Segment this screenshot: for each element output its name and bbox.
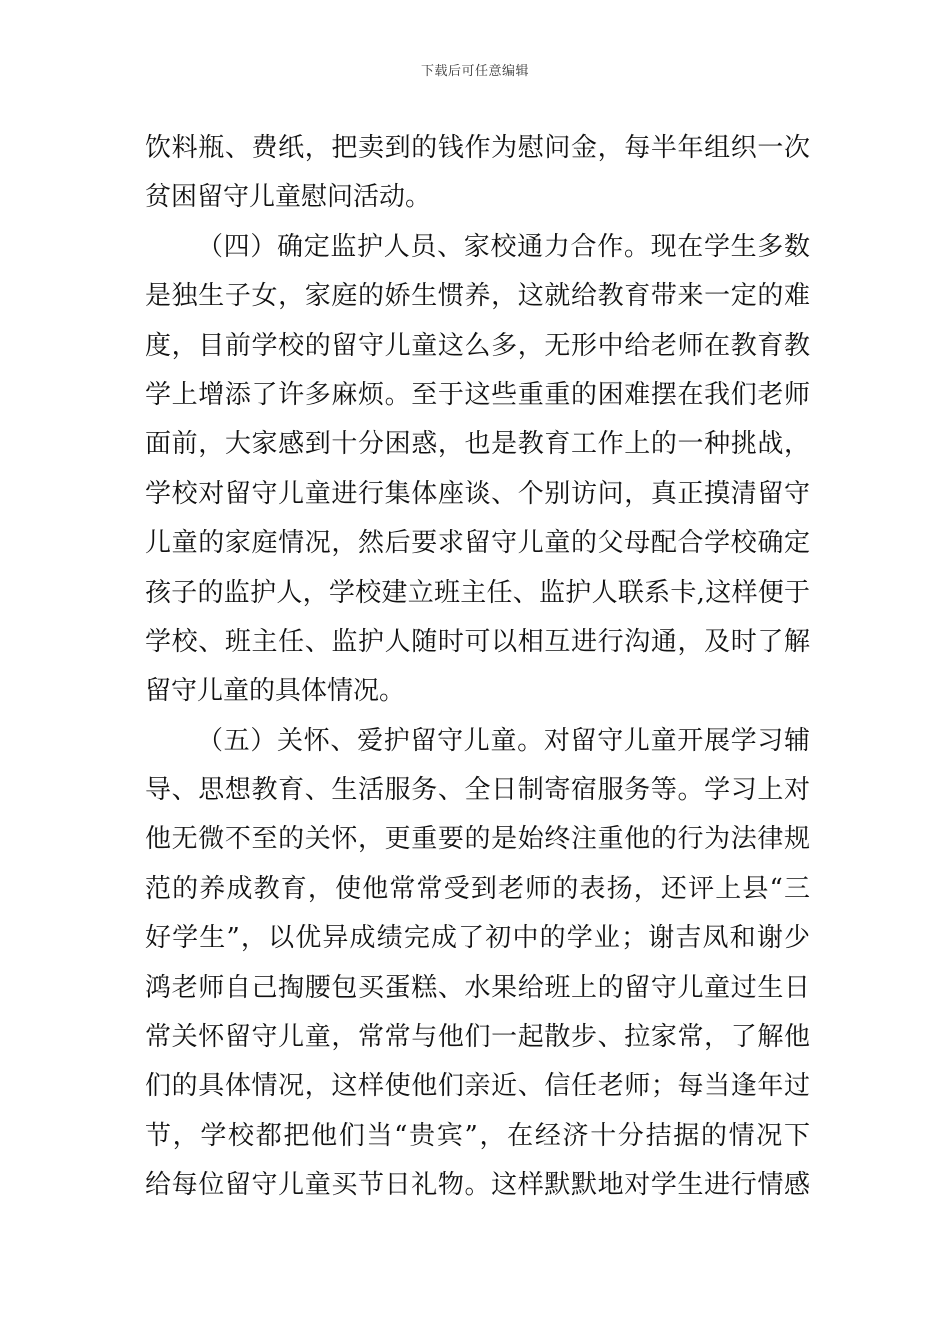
paragraph-2 — [145, 223, 810, 717]
text-line: 节，学校都把他们当“贵宾”，在经济十分拮据的情况下 — [145, 1120, 810, 1151]
text-line: （五）关怀、爱护留守儿童。对留守儿童开展学习辅 — [197, 725, 810, 756]
paragraph-3 — [145, 717, 810, 1211]
text-line: （四）确定监护人员、家校通力合作。现在学生多数 — [197, 231, 810, 262]
text-line: 饮料瓶、费纸，把卖到的钱作为慰问金，每半年组织一次 — [145, 133, 810, 163]
text-line: 常关怀留守儿童，常常与他们一起散步、拉家常，了解他 — [145, 1022, 810, 1053]
document-body — [145, 124, 810, 1211]
text-line: 他无微不至的关怀，更重要的是始终注重他的行为法律规 — [145, 824, 810, 855]
text-line: 贫困留守儿童慰问活动。 — [145, 182, 432, 213]
text-line: 给每位留守儿童买节日礼物。这样默默地对学生进行情感 — [145, 1170, 810, 1201]
text-line: 学上增添了许多麻烦。至于这些重重的困难摆在我们老师 — [145, 379, 810, 410]
paragraph-1 — [145, 124, 810, 223]
text-line: 度，目前学校的留守儿童这么多，无形中给老师在教育教 — [145, 330, 810, 361]
text-line: 儿童的家庭情况，然后要求留守儿童的父母配合学校确定 — [145, 528, 810, 559]
text-line: 范的养成教育，使他常常受到老师的表扬，还评上县“三 — [145, 873, 810, 904]
text-line: 留守儿童的具体情况。 — [145, 676, 406, 707]
text-line: 学校对留守儿童进行集体座谈、个别访问，真正摸清留守 — [145, 478, 810, 509]
page-header: 下载后可任意编辑 — [420, 64, 529, 79]
text-line: 鸿老师自己掏腰包买蛋糕、水果给班上的留守儿童过生日 — [145, 972, 810, 1003]
text-line: 好学生”，以优异成绩完成了初中的学业；谢吉凤和谢少 — [145, 923, 810, 954]
text-line: 导、思想教育、生活服务、全日制寄宿服务等。学习上对 — [145, 775, 810, 806]
text-line: 是独生子女，家庭的娇生惯养，这就给教育带来一定的难 — [145, 281, 810, 312]
text-line: 面前，大家感到十分困惑，也是教育工作上的一种挑战， — [145, 429, 810, 460]
text-line: 孩子的监护人，学校建立班主任、监护人联系卡,这样便于 — [145, 577, 810, 608]
text-line: 学校、班主任、监护人随时可以相互进行沟通，及时了解 — [145, 626, 810, 657]
text-line: 们的具体情况，这样使他们亲近、信任老师；每当逢年过 — [145, 1071, 810, 1102]
